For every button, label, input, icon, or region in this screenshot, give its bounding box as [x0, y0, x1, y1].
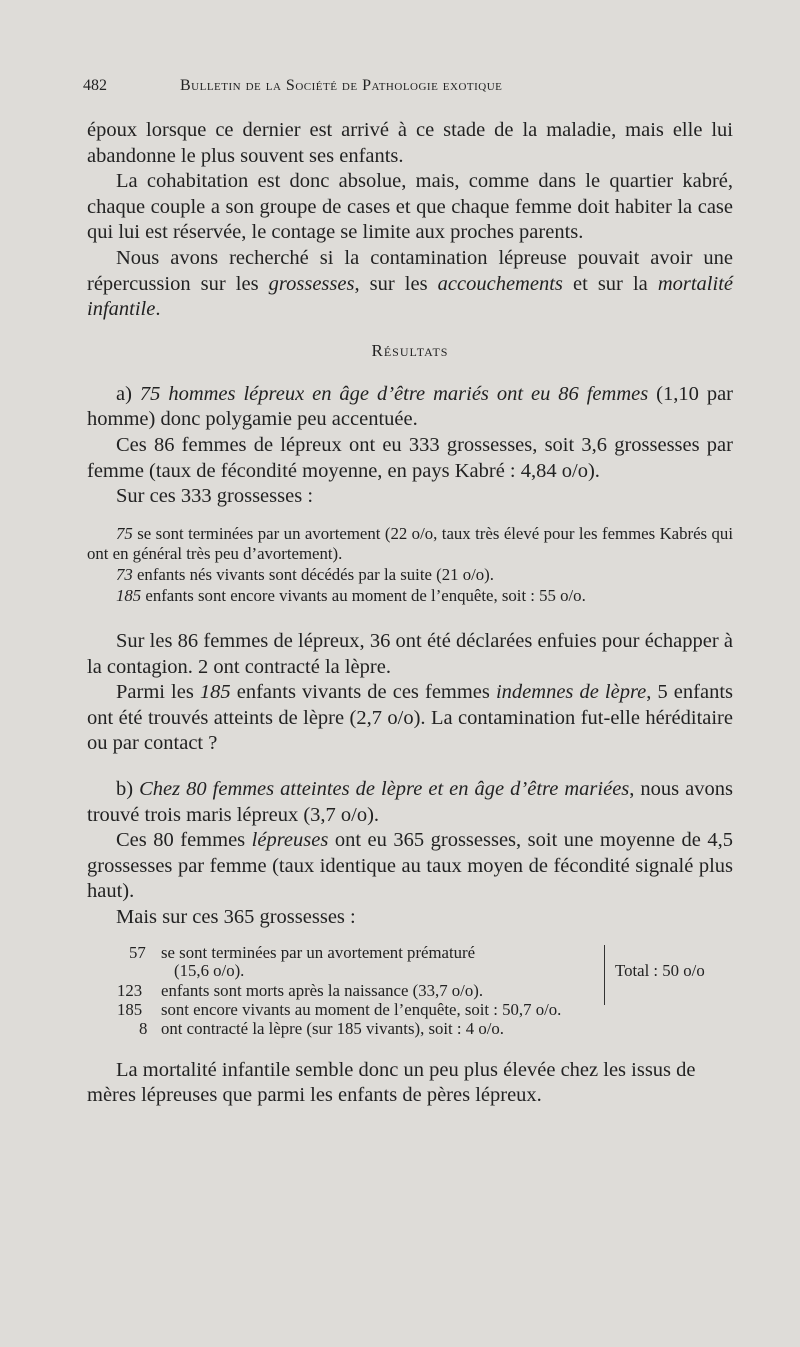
emphasis-lepreuses: lépreuses	[251, 829, 329, 852]
section-heading: Résultats	[371, 340, 449, 360]
list-item-number: 185	[117, 999, 143, 1019]
list-item: 73 enfants nés vivants sont décédés par la suite (21 o/o).	[116, 564, 494, 584]
part-b-list	[87, 943, 733, 1038]
list-item-text: sont encore vivants au moment de l’enquête, soit : 50,7 o/o.	[161, 999, 562, 1019]
part-b-paragraph-2: Ces 80 femmes lépreuses ont eu 365 grossesses, soit une moyenne de 4,5 grossesses par femme (taux identique au taux moyen de fécondité signalé plus haut).	[87, 829, 733, 903]
part-a-lead-italic: 75 hommes lépreux en âge d’être mariés ont eu 86 femmes	[139, 382, 649, 405]
brace-icon	[599, 945, 605, 1005]
list-item: 185 enfants sont encore vivants au moment de l’enquête, soit : 55 o/o.	[116, 585, 586, 605]
part-a-list	[87, 524, 733, 606]
list-item-text: ont contracté la lèpre (sur 185 vivants), soit : 4 o/o.	[161, 1018, 504, 1038]
list-item-number: 57	[129, 942, 146, 962]
running-header	[83, 77, 733, 103]
part-a-paragraph-3: Sur ces 333 grossesses :	[116, 485, 314, 508]
list-item-text: enfants sont morts après la naissance (33,7 o/o).	[161, 980, 484, 1000]
part-b-lead: b) Chez 80 femmes atteintes de lèpre et en âge d’être mariées, nous avons trouvé trois maris lépreux (3,7 o/o).	[87, 778, 733, 826]
body-text	[87, 118, 733, 1109]
emphasis-accouchements: accouchements	[437, 272, 563, 295]
list-item-number: 123	[117, 980, 143, 1000]
list-item-text: se sont terminées par un avortement prématuré	[161, 942, 476, 962]
emphasis-grossesses: grossesses	[268, 272, 355, 295]
conclusion-paragraph: La mortalité infantile semble donc un peu plus élevée chez les issus de mères lépreuses que parmi les enfants de pères lépreux.	[87, 1058, 696, 1107]
part-a-lead: a) 75 hommes lépreux en âge d’être mariés ont eu 86 femmes (1,10 par homme) donc polygamie peu accentuée.	[87, 382, 733, 431]
part-a-paragraph-5: Parmi les 185 enfants vivants de ces femmes indemnes de lèpre, 5 enfants ont été trouvés atteints de lèpre (2,7 o/o). La contamination fut-elle héréditaire ou par contact ?	[87, 681, 733, 755]
emphasis-mortalite: mortalité infantile	[87, 272, 733, 321]
part-b-paragraph-3: Mais sur ces 365 grossesses :	[116, 906, 356, 929]
intro-paragraph-1: époux lorsque ce dernier est arrivé à ce stade de la maladie, mais elle lui abandonne le plus souvent ses enfants.	[87, 119, 733, 167]
list-item: 75 se sont terminées par un avortement (22 o/o, taux très élevé pour les femmes Kabrés qui ont en général très peu d’avortement).	[87, 523, 733, 564]
part-a-paragraph-2: Ces 86 femmes de lépreux ont eu 333 grossesses, soit 3,6 grossesses par femme (taux de fécondité moyenne, en pays Kabré : 4,84 o/o).	[87, 433, 733, 482]
list-item-text: (15,6 o/o).	[174, 960, 245, 980]
total-label: Total : 50 o/o	[615, 960, 705, 980]
intro-paragraph-2: La cohabitation est donc absolue, mais, comme dans le quartier kabré, chaque couple a son groupe de cases et que chaque femme doit habiter la case qui lui est réservée, le contage se limite aux proches parents.	[87, 170, 733, 244]
emphasis-indemnes: indemnes de lèpre	[495, 681, 647, 704]
journal-title: Bulletin de la Société de Pathologie exotique	[180, 77, 503, 94]
list-item-number: 8	[139, 1018, 148, 1038]
intro-paragraph-3: Nous avons recherché si la contamination lépreuse pouvait avoir une répercussion sur les grossesses, sur les accouchements et sur la mortalité infantile.	[87, 246, 733, 321]
part-b-lead-italic: Chez 80 femmes atteintes de lèpre et en âge d’être mariées	[139, 778, 630, 801]
part-a-paragraph-4: Sur les 86 femmes de lépreux, 36 ont été déclarées enfuies pour échapper à la contagion. 2 ont contracté la lèpre.	[87, 630, 733, 678]
page-number: 482	[83, 77, 107, 94]
